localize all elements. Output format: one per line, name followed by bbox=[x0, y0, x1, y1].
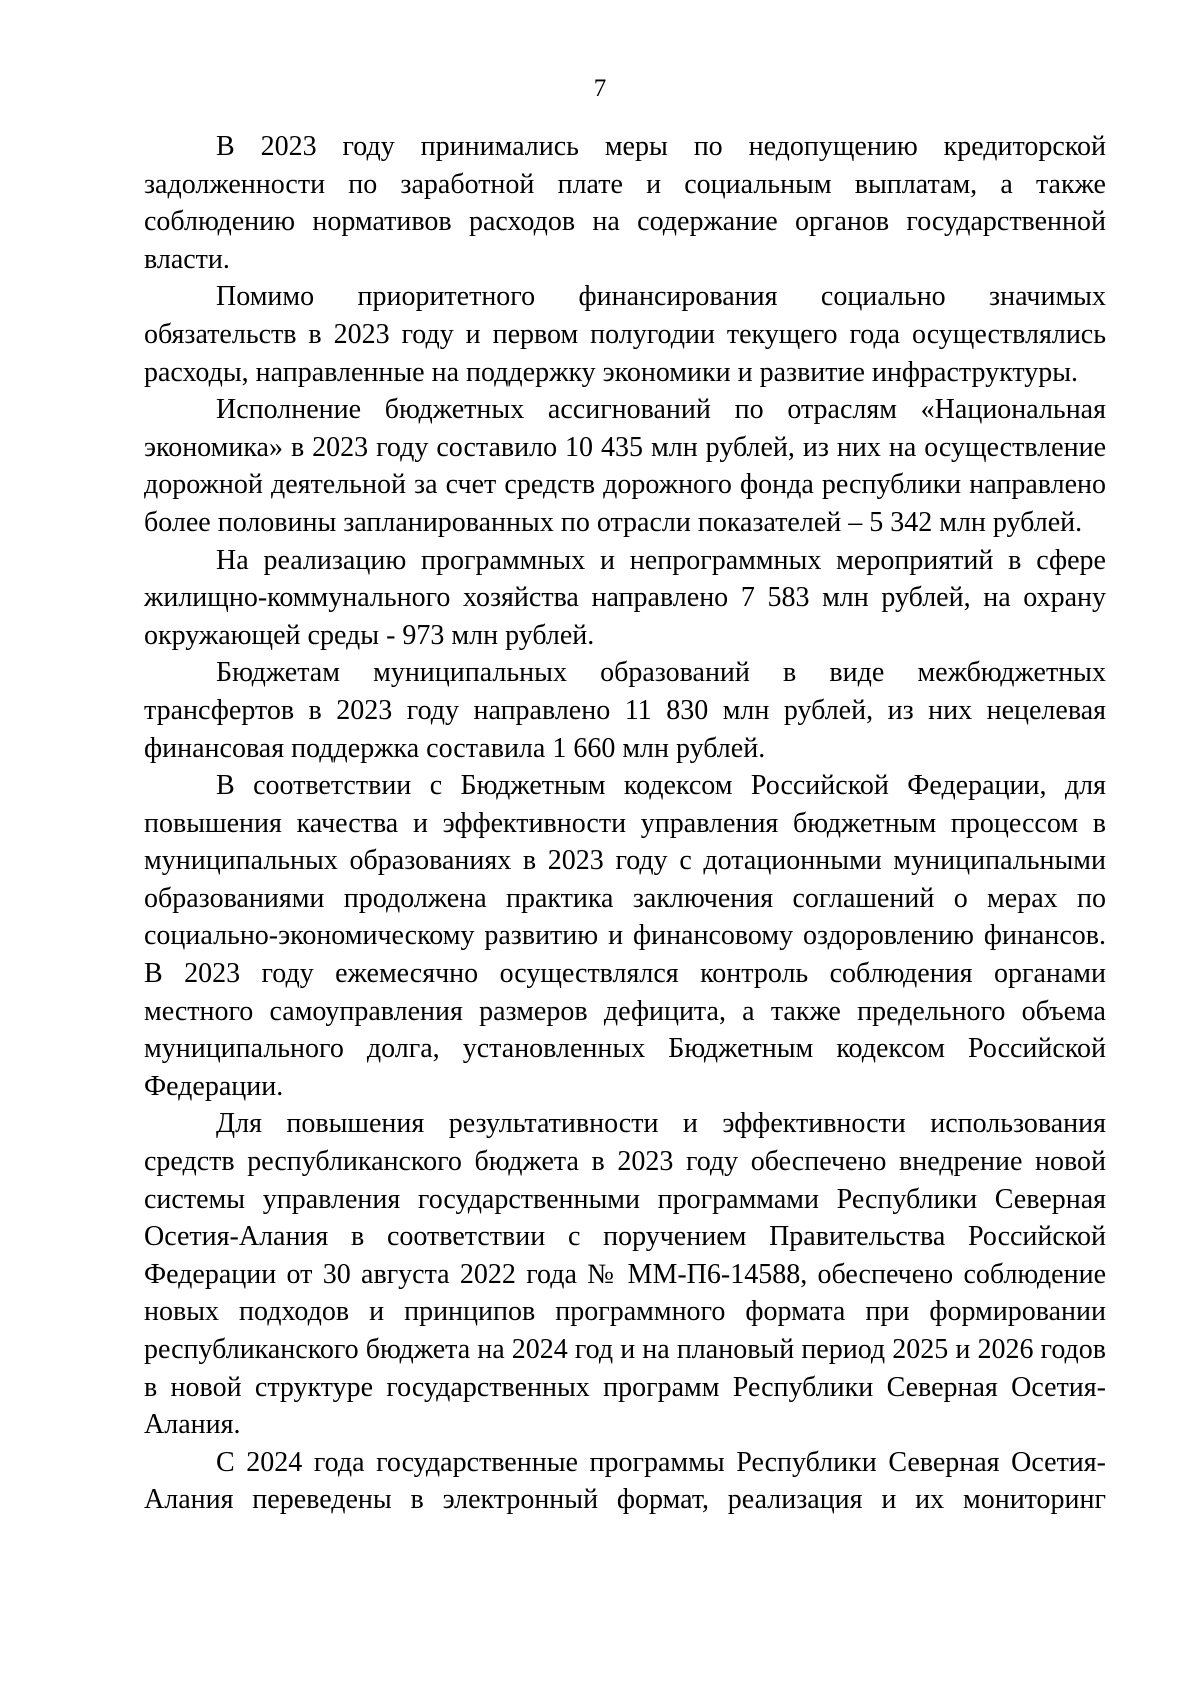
paragraph: На реализацию программных и непрограммных мероприятий в сфере жилищно-коммунального хозяйства направлено 7 583 млн рублей, на охрану окружающей среды - 973 млн рублей. bbox=[144, 544, 1106, 651]
paragraph: Для повышения результативности и эффективности использования средств республиканского бюджета в 2023 году обеспечено внедрение новой системы управления государственными программами Республики Северная Осетия-Алания в соответствии с поручением Правительства Российской Федерации от 30 августа 2022 года № ММ-П6-14588, обеспечено соблюдение новых подходов и принципов программного формата при формировании республиканского бюджета на 2024 год и на плановый период 2025 и 2026 годов в новой структуре государственных программ Республики Северная Осетия-Алания. bbox=[144, 1108, 1106, 1441]
paragraph: В 2023 году принимались меры по недопущению кредиторской задолженности по заработной плате и социальным выплатам, а также соблюдению нормативов расходов на содержание органов государственной власти. bbox=[144, 131, 1106, 275]
paragraph: Помимо приоритетного финансирования социально значимых обязательств в 2023 году и первом полугодии текущего года осуществлялись расходы, направленные на поддержку экономики и развитие инфраструктуры. bbox=[144, 281, 1106, 388]
paragraph: Бюджетам муниципальных образований в виде межбюджетных трансфертов в 2023 году направлено 11 830 млн рублей, из них нецелевая финансовая поддержка составила 1 660 млн рублей. bbox=[144, 657, 1106, 764]
page-number: 7 bbox=[593, 75, 607, 102]
document-body bbox=[144, 128, 1106, 1519]
paragraph: Исполнение бюджетных ассигнований по отраслям «Национальная экономика» в 2023 году составило 10 435 млн рублей, из них на осуществление дорожной деятельной за счет средств дорожного фонда республики направлено более половины запланированных по отрасли показателей – 5 342 млн рублей. bbox=[144, 394, 1106, 538]
paragraph: В соответствии с Бюджетным кодексом Российской Федерации, для повышения качества и эффективности управления бюджетным процессом в муниципальных образованиях в 2023 году с дотационными муниципальными образованиями продолжена практика заключения соглашений о мерах по социально-экономическому развитию и финансовому оздоровлению финансов. В 2023 году ежемесячно осуществлялся контроль соблюдения органами местного самоуправления размеров дефицита, а также предельного объема муниципального долга, установленных Бюджетным кодексом Российской Федерации. bbox=[144, 770, 1106, 1102]
paragraph-continued: С 2024 года государственные программы Республики Северная Осетия-Алания переведены в электронный формат, реализация и их мониторинг bbox=[144, 1446, 1106, 1516]
